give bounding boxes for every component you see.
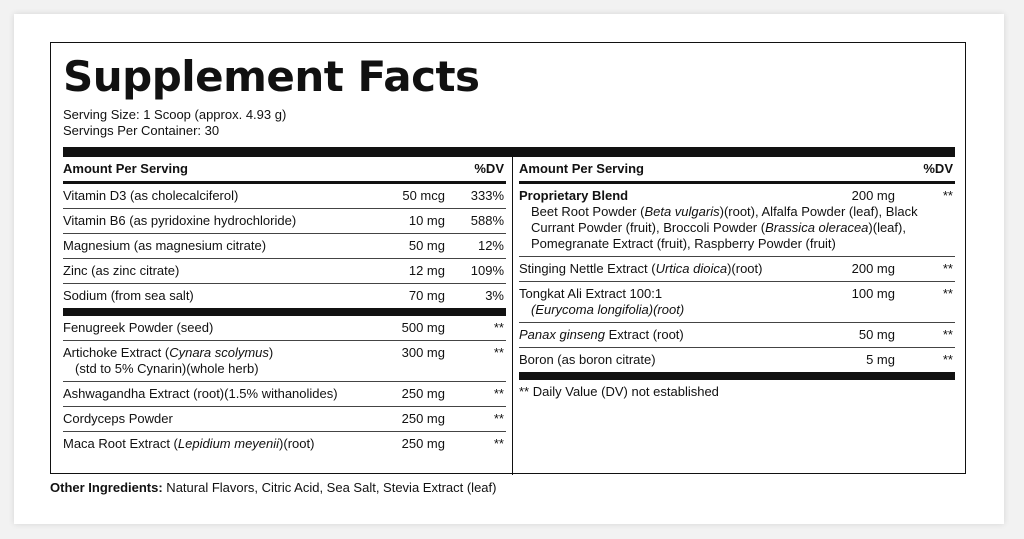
ingredient-dv: **	[493, 320, 504, 335]
ingredient-dv: 3%	[485, 288, 504, 303]
ingredient-amount: 70 mg	[408, 288, 445, 303]
ingredient-name: Maca Root Extract (Lepidium meyenii)(root)	[63, 436, 315, 451]
ingredient-amount: 10 mg	[408, 213, 445, 228]
ingredient-name: Stinging Nettle Extract (Urtica dioica)(root)	[519, 261, 763, 276]
table-row	[519, 282, 955, 323]
dv-label: %DV	[474, 161, 504, 176]
ingredient-dv: 109%	[470, 263, 504, 278]
blend-description: Beet Root Powder (Beta vulgaris)(root), Alfalfa Powder (leaf), Black Currant Powder (fruit), Broccoli Powder (Brassica oleracea)(leaf), Pomegranate Extract (fruit), Raspberry Powder (fruit)	[531, 204, 918, 251]
table-row	[63, 284, 506, 308]
ingredient-name: Vitamin B6 (as pyridoxine hydrochloride)	[63, 213, 297, 228]
table-row	[63, 234, 506, 259]
table-row	[519, 257, 955, 282]
ingredient-name: Boron (as boron citrate)	[519, 352, 656, 367]
ingredient-name: Artichoke Extract (Cynara scolymus)	[63, 345, 274, 360]
amount-per-serving-label: Amount Per Serving	[63, 161, 188, 176]
ingredient-amount: 250 mg	[401, 436, 445, 451]
ingredient-dv: **	[493, 386, 504, 401]
serving-size: Serving Size: 1 Scoop (approx. 4.93 g)	[63, 107, 287, 122]
table-row	[63, 316, 506, 341]
top-divider-bar	[63, 147, 955, 157]
column-divider	[512, 157, 513, 475]
ingredient-name: Vitamin D3 (as cholecalciferol)	[63, 188, 239, 203]
ingredient-name: Zinc (as zinc citrate)	[63, 263, 180, 278]
ingredient-amount: 50 mg	[408, 238, 445, 253]
table-row	[63, 382, 506, 407]
ingredient-dv: **	[493, 411, 504, 426]
ingredient-dv: 12%	[477, 238, 504, 253]
servings-per-container: Servings Per Container: 30	[63, 123, 220, 138]
ingredient-amount: 50 mcg	[402, 188, 445, 203]
ingredient-dv: 588%	[470, 213, 504, 228]
left-column	[63, 157, 506, 473]
ingredient-name: Ashwagandha Extract (root)(1.5% withanolides)	[63, 386, 338, 401]
ingredient-dv: **	[493, 345, 504, 360]
ingredient-name: Magnesium (as magnesium citrate)	[63, 238, 267, 253]
ingredient-name: Fenugreek Powder (seed)	[63, 320, 214, 335]
ingredient-amount: 250 mg	[401, 386, 445, 401]
right-column	[519, 157, 955, 473]
right-header	[519, 157, 955, 184]
table-row	[63, 184, 506, 209]
left-header	[63, 157, 506, 184]
amount-per-serving-label: Amount Per Serving	[519, 161, 644, 176]
table-row	[63, 407, 506, 432]
table-row	[63, 209, 506, 234]
ingredient-dv: **	[942, 188, 953, 203]
ingredient-amount: 200 mg	[851, 261, 895, 276]
table-row	[63, 432, 506, 456]
ingredient-dv: **	[942, 352, 953, 367]
ingredient-name: Sodium (from sea salt)	[63, 288, 194, 303]
ingredient-name: Cordyceps Powder	[63, 411, 173, 426]
ingredient-dv: **	[493, 436, 504, 451]
other-ingredients-text: Natural Flavors, Citric Acid, Sea Salt, Stevia Extract (leaf)	[162, 480, 497, 495]
supplement-facts-panel	[50, 42, 966, 474]
table-row	[519, 348, 955, 372]
ingredient-dv: **	[942, 286, 953, 301]
ingredient-amount: 100 mg	[851, 286, 895, 301]
table-row	[519, 184, 955, 257]
other-ingredients	[50, 478, 496, 498]
table-row	[63, 341, 506, 382]
ingredient-name: Tongkat Ali Extract 100:1	[519, 286, 663, 301]
page-title: Supplement Facts	[63, 52, 480, 101]
ingredient-dv: 333%	[470, 188, 504, 203]
ingredient-detail: (Eurycoma longifolia)(root)	[531, 302, 685, 317]
ingredient-name: Panax ginseng Extract (root)	[519, 327, 684, 342]
ingredient-amount: 50 mg	[858, 327, 895, 342]
ingredient-amount: 500 mg	[401, 320, 445, 335]
table-row	[519, 323, 955, 348]
dv-footnote: ** Daily Value (DV) not established	[519, 384, 719, 399]
ingredient-dv: **	[942, 327, 953, 342]
ingredient-name: Proprietary Blend	[519, 188, 629, 203]
ingredient-amount: 300 mg	[401, 345, 445, 360]
table-row	[63, 259, 506, 284]
ingredient-dv: **	[942, 261, 953, 276]
ingredient-amount: 12 mg	[408, 263, 445, 278]
ingredient-amount: 200 mg	[851, 188, 895, 203]
section-divider-bar	[63, 308, 506, 316]
ingredient-amount: 250 mg	[401, 411, 445, 426]
other-ingredients-label: Other Ingredients:	[50, 480, 163, 495]
ingredient-detail: (std to 5% Cynarin)(whole herb)	[75, 361, 259, 376]
section-divider-bar	[519, 372, 955, 380]
dv-label: %DV	[923, 161, 953, 176]
ingredient-amount: 5 mg	[866, 352, 895, 367]
